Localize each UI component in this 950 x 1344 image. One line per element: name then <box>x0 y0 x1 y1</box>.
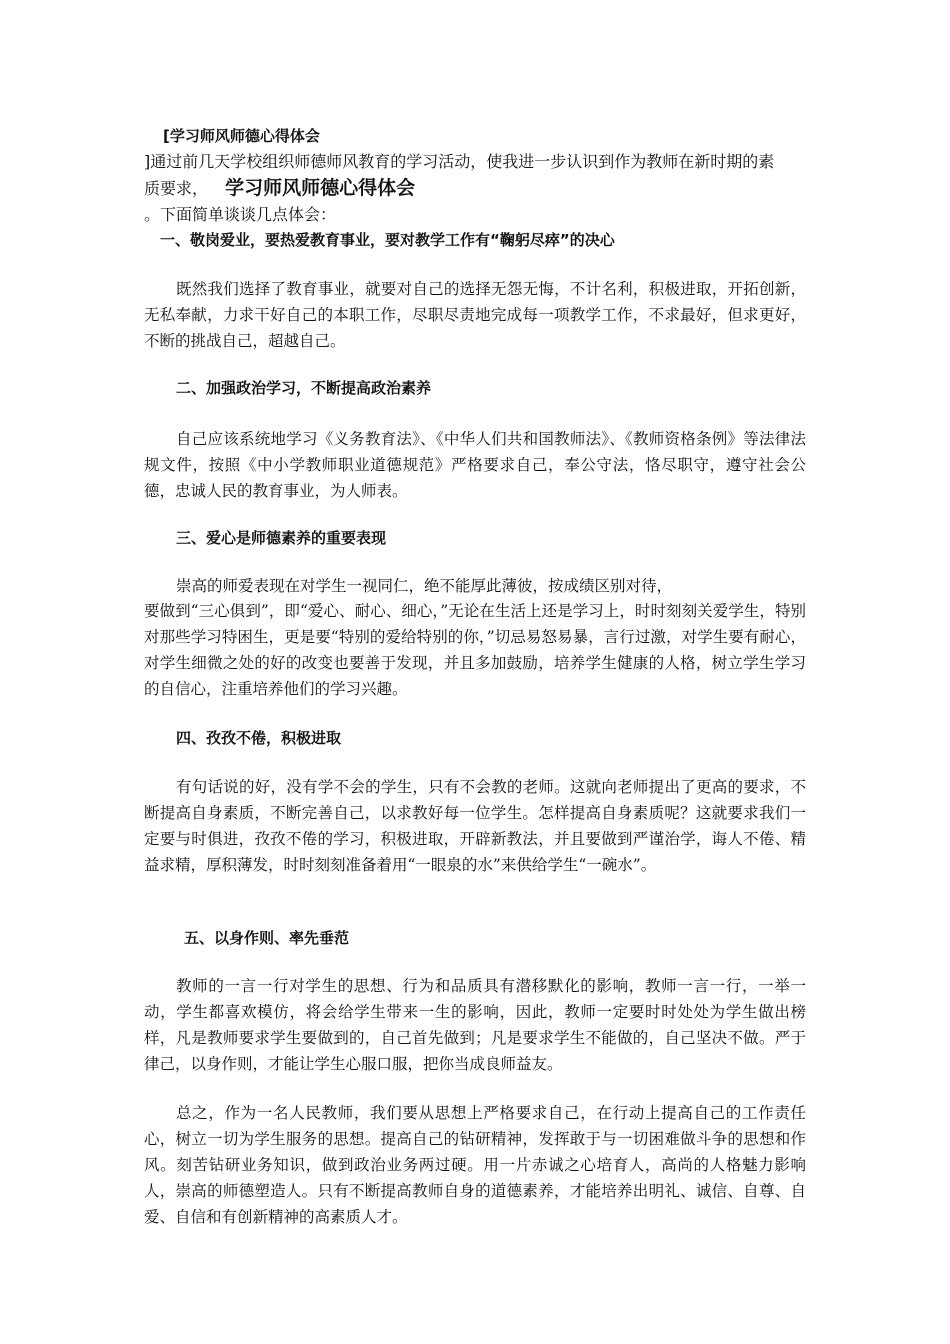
bracket-title: [学习师风师德心得体会 <box>163 127 320 145</box>
section-body-5: 教师的一言一行对学生的思想、行为和品质具有潜移默化的影响，教师一言一行，一举一动，学生都喜欢模仿，将会给学生带来一生的影响，因此，教师一定要时时处处为学生做出榜样，凡是教师要求学生要做到的，自己首先做到；凡是要求学生不能做的，自己坚决不做。严于律己，以身作则，才能让学生心服口服，把你当成良师益友。 <box>144 977 806 1073</box>
inline-title: 学习师风师德心得体会 <box>225 177 416 199</box>
section-body-1: 既然我们选择了教育事业，就要对自己的选择无怨无悔，不计名利，积极进取，开拓创新，无私奉献，力求干好自己的本职工作，尽职尽责地完成每一项教学工作，不求最好，但求更好，不断的挑战自己，超越自己。 <box>144 280 806 350</box>
section-heading-3: 三、爱心是师德素养的重要表现 <box>176 529 387 547</box>
intro-line-1: ]通过前几天学校组织师德师风教育的学习活动，使我进一步认识到作为教师在新时期的素 <box>144 152 775 171</box>
intro-line-2-prefix: 质要求， <box>144 179 209 198</box>
section-body-3-line-1: 崇高的师爱表现在对学生一视同仁，绝不能厚此薄彼，按成绩区别对待， <box>176 577 673 595</box>
section-body-2: 自己应该系统地学习《义务教育法》、《中华人们共和国教师法》、《教师资格条例》等法律法规文件，按照《中小学教师职业道德规范》严格要求自己，奉公守法，恪尽职守，遵守社会公德，忠诚人民的教育事业，为人师表。 <box>144 430 806 500</box>
conclusion-paragraph: 总之，作为一名人民教师，我们要从思想上严格要求自己，在行动上提高自己的工作责任心，树立一切为学生服务的思想。提高自己的钻研精神，发挥敢于与一切困难做斗争的思想和作风。刻苦钻研业务知识，做到政治业务两过硬。用一片赤诚之心培育人，高尚的人格魅力影响人，崇高的师德塑造人。只有不断提高教师自身的道德素养，才能培养出明礼、诚信、自尊、自爱、自信和有创新精神的高素质人才。 <box>144 1104 806 1226</box>
section-heading-5: 五、以身作则、率先垂范 <box>184 929 350 947</box>
section-body-3: 要做到“三心俱到”，即“爱心、耐心、细心，”无论在生活上还是学习上，时时刻刻关爱学生，特别对那些学习特困生，更是要“特别的爱给特别的你，”切忌易怒易暴，言行过激，对学生要有耐心，对学生细微之处的好的改变也要善于发现，并且多加鼓励，培养学生健康的人格，树立学生学习的自信心，注重培养他们的学习兴趣。 <box>144 602 806 698</box>
section-heading-4: 四、孜孜不倦，积极进取 <box>176 729 342 747</box>
section-heading-2: 二、加强政治学习，不断提高政治素养 <box>176 379 432 397</box>
section-heading-1: 一、敬岗爱业，要热爱教育事业，要对教学工作有“鞠躬尽瘁”的决心 <box>160 231 615 249</box>
intro-line-3: 。下面简单谈谈几点体会： <box>144 205 337 224</box>
intro-line-2 <box>144 178 415 199</box>
section-body-4: 有句话说的好，没有学不会的学生，只有不会教的老师。这就向老师提出了更高的要求，不断提高自身素质，不断完善自己，以求教好每一位学生。怎样提高自身素质呢？这就要求我们一定要与时俱进，孜孜不倦的学习，积极进取，开辟新教法，并且要做到严谨治学，诲人不倦、精益求精，厚积薄发，时时刻刻准备着用“一眼泉的水”来供给学生“一碗水”。 <box>144 778 806 874</box>
